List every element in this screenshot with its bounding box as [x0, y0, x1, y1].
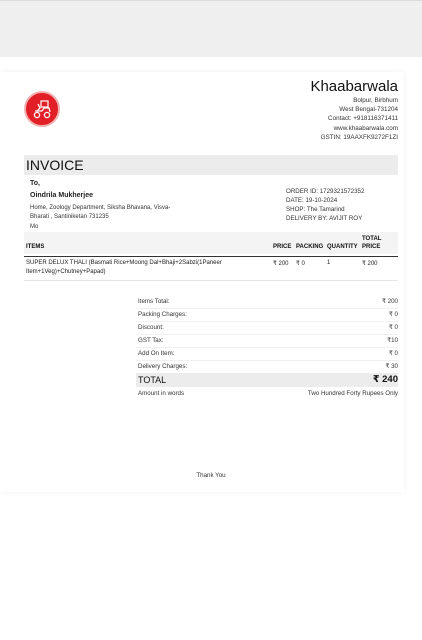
- order-info: [286, 187, 364, 223]
- summary-packing-label: Packing Charges:: [138, 311, 187, 318]
- customer-name: Oindrila Mukherjee: [30, 192, 94, 199]
- summary-divider: [136, 347, 398, 348]
- company-address-line1: Bolpur, Birbhum: [353, 97, 398, 104]
- summary-divider: [136, 308, 398, 309]
- order-date: DATE: 19-10-2024: [286, 197, 338, 204]
- total-value: ₹ 240: [372, 374, 398, 385]
- company-name: Khaabarwala: [310, 78, 398, 95]
- customer-address-text: Home, Zoology Department, Siksha Bhavana, Visva-Bharati , Santiniketan 731235: [30, 205, 171, 221]
- header-total-line2: PRICE: [362, 244, 381, 250]
- to-label: To,: [30, 180, 40, 187]
- order-id: ORDER ID: 1729321572352: [286, 188, 365, 195]
- company-address-line2: West Bengal-731204: [339, 106, 398, 114]
- delivery-scooter-icon: [24, 91, 60, 127]
- total-band: [136, 373, 398, 387]
- summary-divider: [136, 321, 398, 322]
- customer-address: [30, 204, 180, 230]
- company-website[interactable]: www.khaabarwala.com: [333, 124, 398, 132]
- row-item-line2: Item+1Veg)+Chutney+Papad): [26, 269, 106, 275]
- company-contact: Contact: +918116371411: [328, 115, 398, 123]
- order-shop: SHOP: The Tamarind: [286, 206, 345, 213]
- row-total: ₹ 200: [362, 261, 378, 267]
- summary-gst-label: GST Tax:: [138, 337, 164, 344]
- summary-discount-value: ₹ 0: [388, 324, 398, 331]
- total-label: TOTAL: [138, 375, 167, 385]
- row-divider: [24, 280, 398, 281]
- browser-top-bar: [0, 0, 422, 57]
- row-price: ₹ 200: [273, 261, 289, 267]
- row-item-line1: SUPER DELUX THALI (Basmati Rice+Moong Dal+Bhaji+2Sabzi(1Paneer: [26, 260, 222, 266]
- scooter-glyph: [32, 100, 52, 120]
- summary-addon-value: ₹ 0: [388, 350, 398, 357]
- order-delivery-by: DELIVERY BY: AVIJIT ROY: [286, 215, 363, 222]
- header-packing: PACKING: [296, 244, 324, 250]
- row-quantity: 1: [327, 260, 331, 266]
- header-quantity: QUANTITY: [327, 244, 358, 250]
- summary-delivery-label: Delivery Charges:: [138, 363, 188, 370]
- summary-items-total-label: Items Total:: [138, 298, 170, 305]
- company-gstin: GSTIN: 19AAXFK9272F1ZI: [320, 133, 398, 141]
- header-total-line1: TOTAL: [362, 236, 382, 242]
- row-packing: ₹ 0: [296, 261, 305, 267]
- header-price: PRICE: [273, 244, 292, 250]
- table-header-band: [24, 232, 398, 254]
- summary-addon-label: Add On Item:: [138, 350, 175, 357]
- summary-delivery-value: ₹ 30: [385, 363, 398, 370]
- amount-in-words-label: Amount in words: [138, 390, 185, 397]
- summary-divider: [136, 334, 398, 335]
- customer-extra: Mo: [30, 223, 39, 230]
- summary-items-total-value: ₹ 200: [382, 298, 398, 305]
- thank-you-note: Thank You: [196, 472, 226, 479]
- amount-in-words-value: Two Hundred Forty Rupees Only: [307, 390, 398, 397]
- summary-discount-label: Discount:: [138, 324, 164, 331]
- invoice-title: INVOICE: [26, 157, 84, 173]
- summary-divider: [136, 360, 398, 361]
- company-address: [321, 96, 398, 142]
- header-items: ITEMS: [26, 244, 45, 250]
- summary-packing-value: ₹ 0: [388, 311, 398, 318]
- header-divider: [24, 256, 398, 257]
- summary-gst-value: ₹10: [387, 337, 398, 344]
